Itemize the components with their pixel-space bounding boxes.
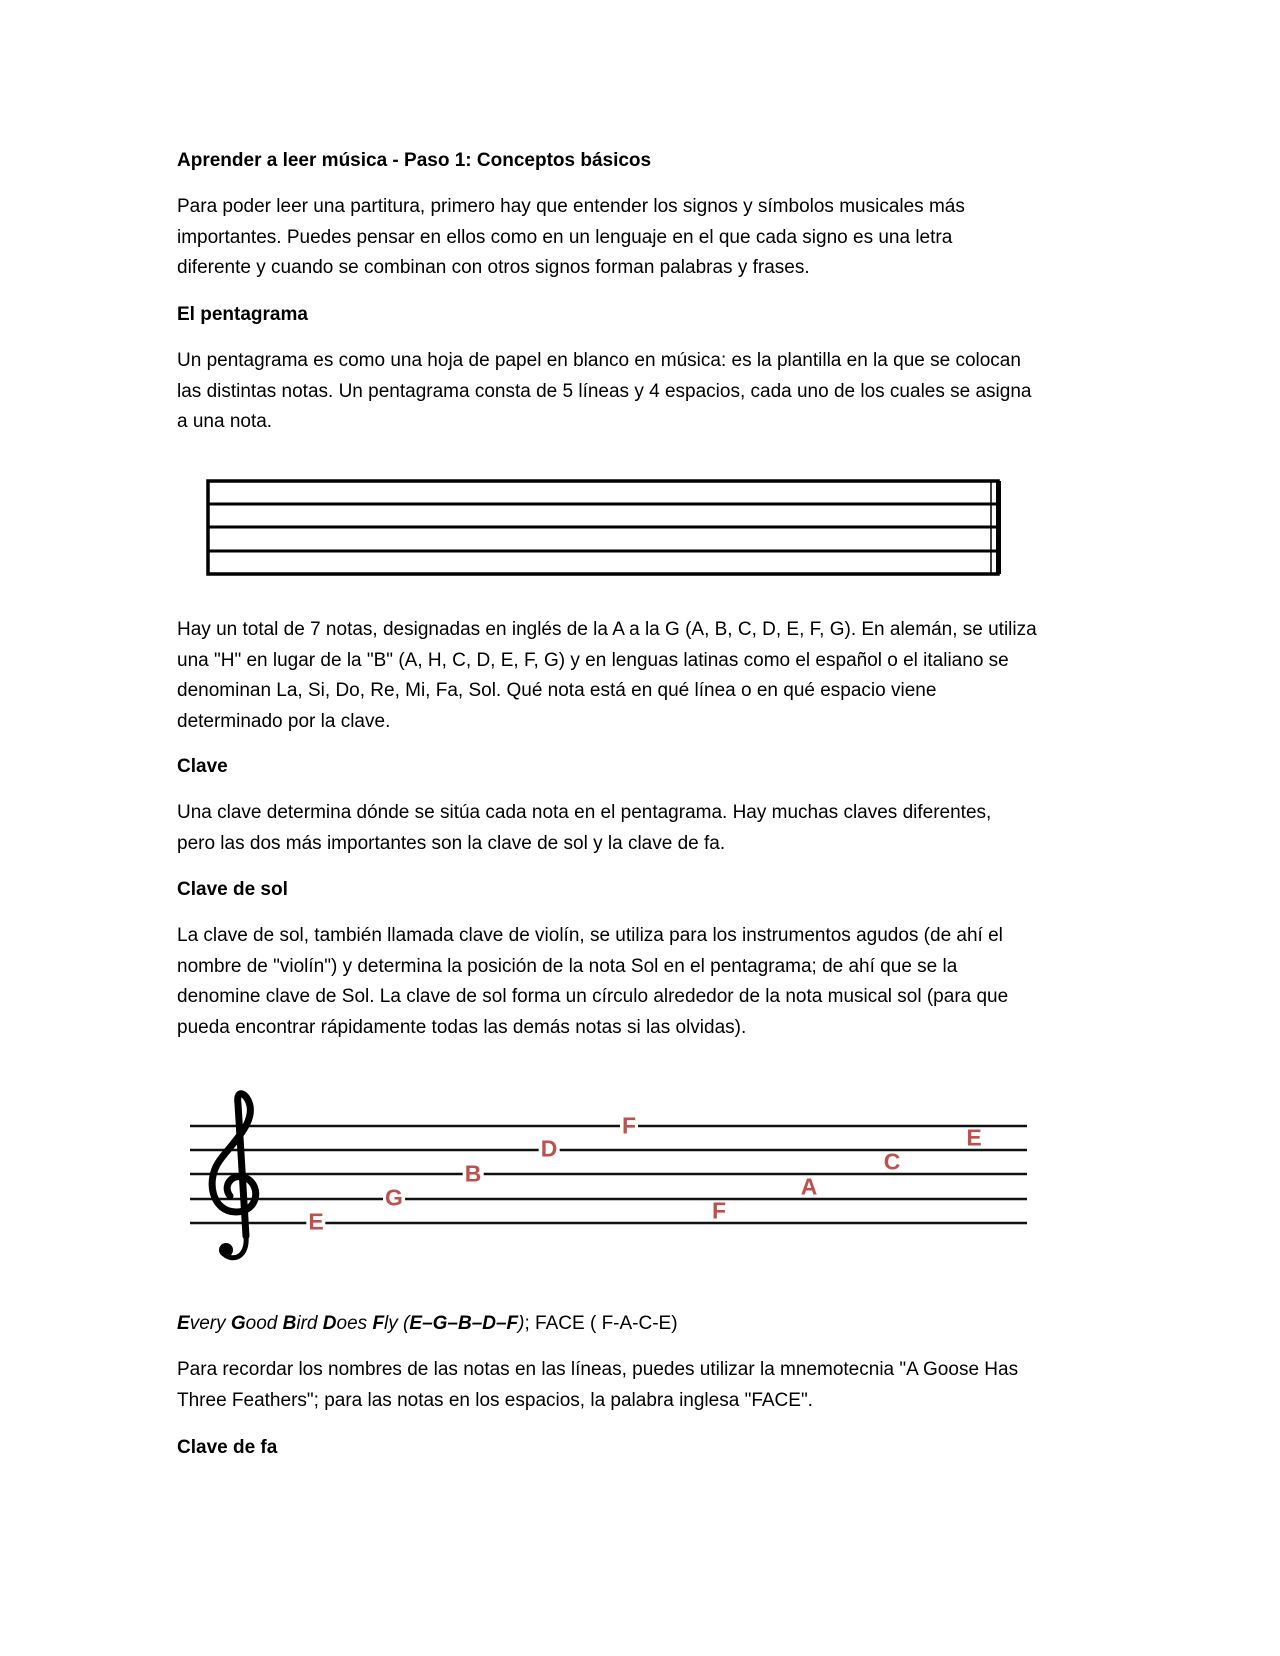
text-line: pueda encontrar rápidamente todas las demás notas si las olvidas). — [177, 1016, 747, 1038]
heading-clave-de-sol: Clave de sol — [177, 879, 288, 900]
note-label-e-line: E — [308, 1208, 324, 1235]
empty-staff — [208, 481, 1001, 574]
text-line: las distintas notas. Un pentagrama consta de 5 líneas y 4 espacios, cada uno de los cuales se asigna — [177, 380, 1032, 402]
note-label-c-space: C — [883, 1148, 901, 1175]
text-line: a una nota. — [177, 411, 273, 432]
text-line: pero las dos más importantes son la clave de sol y la clave de fa. — [177, 832, 726, 854]
text-line: denomine clave de Sol. La clave de sol forma un círculo alrededor de la nota musical sol (para que — [177, 986, 1009, 1007]
text-line: importantes. Puedes pensar en ellos como en un lenguaje en el que cada signo es una letra — [177, 226, 953, 248]
text-line: Hay un total de 7 notas, designadas en inglés de la A a la G (A, B, C, D, E, F, G). En alemán, se utiliza — [177, 619, 1037, 640]
treble-clef-icon — [212, 1094, 256, 1258]
text-line: Para recordar los nombres de las notas en las líneas, puedes utilizar la mnemotecnia "A Goose Has — [177, 1359, 1019, 1380]
heading-pentagrama: El pentagrama — [177, 304, 308, 325]
note-label-g-line: G — [385, 1184, 403, 1211]
note-label-d-line: D — [540, 1135, 558, 1162]
clave-paragraph — [177, 798, 991, 859]
note-label-f-line: F — [621, 1112, 637, 1139]
mnemonic-line: Every Good Bird Does Fly (E–G–B–D–F); FACE ( F-A-C-E) — [177, 1313, 678, 1334]
text-line: nombre de "violín") y determina la posición de la nota Sol en el pentagrama; de ahí que se la — [177, 955, 958, 977]
text-line: Un pentagrama es como una hoja de papel en blanco en música: es la plantilla en la que se colocan — [177, 350, 1021, 371]
heading-clave: Clave — [177, 756, 228, 777]
text-line: Para poder leer una partitura, primero hay que entender los signos y símbolos musicales más — [177, 196, 965, 217]
note-label-a-space: A — [800, 1173, 818, 1200]
text-line: Una clave determina dónde se sitúa cada nota en el pentagrama. Hay muchas claves diferentes, — [177, 802, 992, 823]
text-line: La clave de sol, también llamada clave de violín, se utiliza para los instrumentos agudos (de ahí el — [177, 925, 1003, 946]
text-line: Three Feathers"; para las notas en los espacios, la palabra inglesa "FACE". — [177, 1389, 813, 1411]
note-label-b-line: B — [464, 1160, 482, 1187]
note-label-e-space: E — [966, 1124, 982, 1151]
text-line: diferente y cuando se combinan con otros signos forman palabras y frases. — [177, 257, 810, 278]
note-label-f-space: F — [711, 1197, 727, 1224]
page-title: Aprender a leer música - Paso 1: Conceptos básicos — [177, 150, 652, 171]
text-line: una "H" en lugar de la "B" (A, H, C, D, E, F, G) y en lenguas latinas como el español o el italiano se — [177, 649, 1009, 671]
clave-de-sol-paragraph — [177, 921, 1008, 1043]
text-line: denominan La, Si, Do, Re, Mi, Fa, Sol. Qué nota está en qué línea o en qué espacio viene — [177, 680, 937, 701]
text-line: determinado por la clave. — [177, 710, 391, 732]
heading-clave-de-fa: Clave de fa — [177, 1437, 278, 1458]
notes-paragraph — [177, 615, 1037, 737]
remember-paragraph — [177, 1355, 1018, 1416]
